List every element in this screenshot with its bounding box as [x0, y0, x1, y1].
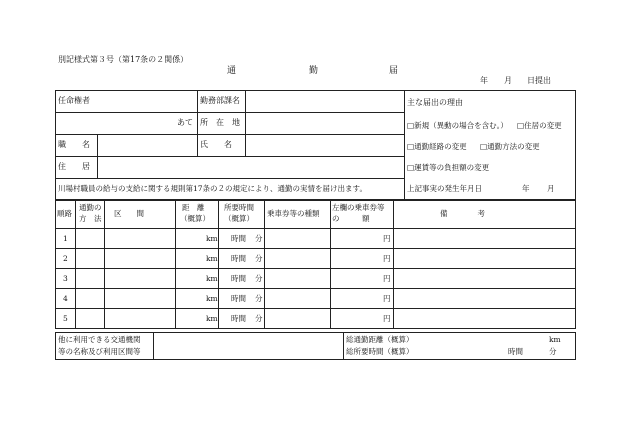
row-yen-unit: 円	[383, 314, 391, 323]
fact-date-month: 月	[547, 184, 555, 193]
row-number: 2	[63, 254, 68, 263]
row-min-unit: 分	[255, 274, 263, 283]
row-min-unit: 分	[255, 254, 263, 263]
reason-heading: 主な届出の理由	[407, 98, 463, 107]
dept-label: 勤務部課名	[200, 96, 240, 105]
col-section: 区 間	[114, 209, 144, 218]
row-km-unit: km	[206, 254, 218, 263]
other-transport-label-2: 等の名称及び利用区間等	[58, 347, 141, 356]
row-hour-unit: 時間	[231, 254, 246, 263]
date-year: 年	[480, 76, 488, 85]
reason-new-checkbox[interactable]: □新規（異動の場合を含む。）	[407, 121, 508, 130]
appointer-label: 任命権者	[58, 96, 90, 105]
name-field[interactable]	[246, 135, 404, 156]
col-fare-1: 左欄の乗車券等	[332, 203, 385, 212]
row-hour-unit: 時間	[231, 234, 246, 243]
name-label: 氏 名	[200, 140, 232, 149]
row-yen-unit: 円	[383, 234, 391, 243]
dept-field[interactable]	[246, 91, 404, 112]
row-min-unit: 分	[255, 294, 263, 303]
row-km-unit: km	[206, 234, 218, 243]
row-number: 3	[63, 274, 68, 283]
location-label: 所 在 地	[200, 118, 240, 127]
row-km-unit: km	[206, 294, 218, 303]
row-km-unit: km	[206, 314, 218, 323]
position-field[interactable]	[98, 135, 197, 156]
col-time-2: （概算）	[224, 214, 254, 223]
fact-date-label: 上記事実の発生年月日	[407, 184, 482, 193]
total-distance-unit: km	[549, 335, 561, 344]
col-ticket-type: 乗車券等の種類	[267, 209, 320, 218]
row-km-unit: km	[206, 274, 218, 283]
reason-residence-checkbox[interactable]: □住居の変更	[517, 121, 562, 130]
total-time-label: 総所要時間（概算）	[346, 347, 414, 356]
address-label: 住 居	[58, 162, 90, 171]
declaration-text: 川場村職員の給与の支給に関する規則第17条の２の規定により、通勤の実情を届け出ます。	[58, 184, 367, 193]
date-month: 月	[504, 76, 512, 85]
row-min-unit: 分	[255, 314, 263, 323]
position-label: 職 名	[58, 140, 90, 149]
reason-route-checkbox[interactable]: □通勤経路の変更	[407, 142, 467, 151]
addressee-label: あて	[177, 118, 193, 127]
route-table	[55, 200, 576, 329]
total-time-min: 分	[549, 347, 557, 356]
row-number: 5	[63, 314, 68, 323]
row-hour-unit: 時間	[231, 274, 246, 283]
col-method-2: 方 法	[79, 214, 102, 223]
row-min-unit: 分	[255, 234, 263, 243]
col-distance-1: 距 離	[182, 203, 205, 212]
location-field[interactable]	[246, 113, 404, 134]
title-char-3: 届	[389, 66, 399, 76]
total-distance-label: 総通勤距離（概算）	[346, 335, 414, 344]
fact-date-year: 年	[522, 184, 530, 193]
total-time-hour: 時間	[508, 347, 523, 356]
row-number: 4	[63, 294, 68, 303]
col-fare-2: の 額	[332, 214, 370, 223]
row-number: 1	[63, 234, 68, 243]
row-yen-unit: 円	[383, 254, 391, 263]
row-yen-unit: 円	[383, 274, 391, 283]
title-char-1: 通	[227, 66, 237, 76]
address-field[interactable]	[98, 157, 404, 178]
row-hour-unit: 時間	[231, 294, 246, 303]
other-transport-label-1: 他に利用できる交通機関	[58, 335, 141, 344]
col-method-1: 通勤の	[79, 203, 102, 212]
reason-method-checkbox[interactable]: □通勤方法の変更	[480, 142, 540, 151]
reason-fare-checkbox[interactable]: □運賃等の負担額の変更	[407, 163, 490, 172]
title-char-2: 勤	[309, 66, 319, 76]
other-transport-field[interactable]	[154, 333, 343, 359]
col-order: 順路	[57, 209, 72, 218]
row-yen-unit: 円	[383, 294, 391, 303]
row-hour-unit: 時間	[231, 314, 246, 323]
col-distance-2: （概算）	[180, 214, 210, 223]
col-remarks: 備 考	[440, 209, 485, 218]
date-day-submitted: 日提出	[527, 76, 551, 85]
col-time-1: 所要時間	[224, 203, 254, 212]
form-number: 別記様式第３号（第17条の２関係）	[58, 55, 189, 64]
